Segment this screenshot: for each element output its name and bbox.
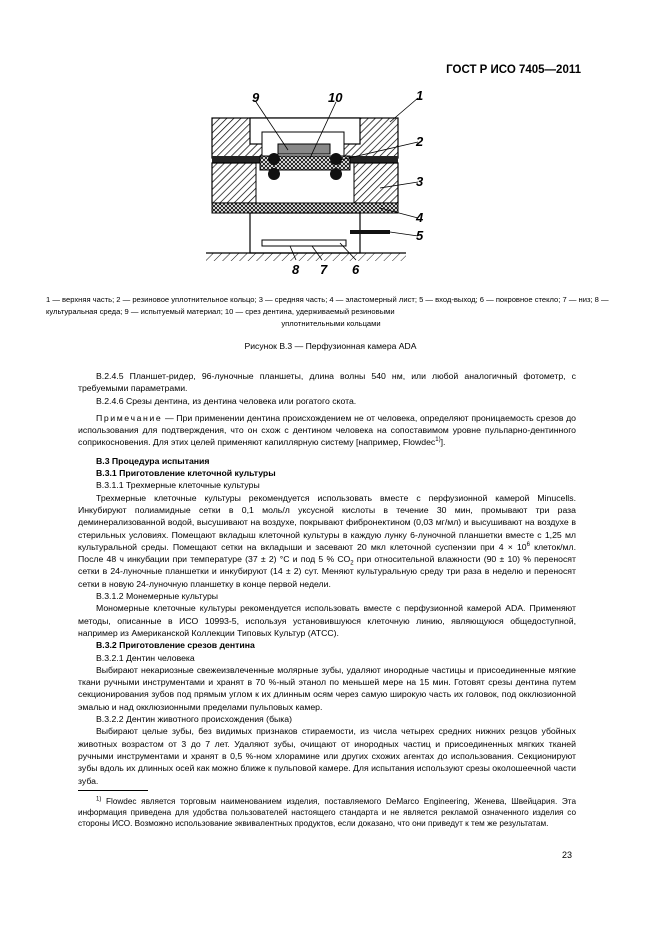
para-3d-cultures: Трехмерные клеточные культуры рекомендуется использовать вместе с перфузионной камерой Minucells. Инкубируют полиамидные сетки в 0,1 моль/л уксусной кислоты в течение 30 мин, промывают три раза деминерализованной водой, высушивают на воздухе, покрывают фибронектином (0,03 мг/мл) и высушивают на воздухе в стерильных условиях. Помещают вкладыш клеточной культуры в каждую лунку 6-луночной планшетки вместе с 1,25 мл культуральной среды. Помещают сетки на вкладыши и засевают 20 мкл клеточной суспензии при $4 \times 10^6$ клеток/мл. После 48 ч инкубации при температуре (37 ± 2) °С и под 5 % $СО_2$ при относительной влажности (90 ± 10) % переносят сетки в 24-луночные планшетки и инкубируют (14 ± 2) сут. Меняют культуральную среду три раза в неделю и переносят сетки в новую 24-луночную планшетку в конце первой недели. xyxy=(78,492,576,589)
heading-b321: В.3.2.1 Дентин человека xyxy=(96,652,195,663)
o-ring-left-upper xyxy=(268,153,280,165)
para-b246: В.2.4.6 Срезы дентина, из дентина человека или рогатого скота. xyxy=(96,395,357,406)
note-para: Примечание — При применении дентина происхождением не от человека, определяют проницаемость срезов до использования для подтверждения, что он схож с дентином человека на сопоставимом уровне пульпарно-дентинного соприкосновения. Для этих целей применяют капиллярную систему [например, Flowdec$^{1)}$]. xyxy=(78,412,576,448)
footnote-divider xyxy=(78,790,148,791)
label-8: 8 xyxy=(292,262,300,277)
figure-title: Рисунок В.3 — Перфузионная камера ADA xyxy=(244,341,417,351)
label-7: 7 xyxy=(320,262,328,277)
para-b245: В.2.4.5 Планшет-ридер, 96-луночные планшеты, длина волны 540 нм, или любой аналогичный фотометр, с требуемыми параметрами. xyxy=(78,371,576,394)
heading-b312: В.3.1.2 Монемерные культуры xyxy=(96,591,219,602)
main-text xyxy=(78,370,576,787)
para-mono-cultures: Мономерные клеточные культуры рекомендуется использовать вместе с перфузионной камерой ADA. Применяют методы, описанные в ИСО 10993-5, используя установившуюся клеточную линию, являющуюся общедоступной, например из Американской Коллекции Типовых Культур (АТСС). xyxy=(78,603,576,638)
test-material xyxy=(278,144,330,154)
footnote-mark: 1) xyxy=(96,796,102,803)
cover-glass xyxy=(262,240,346,246)
heading-b311: В.3.1.1 Трехмерные клеточные культуры xyxy=(96,480,260,491)
o-ring-right-lower xyxy=(330,168,342,180)
heading-b3: В.3 Процедура испытания xyxy=(96,455,210,466)
heading-b31: В.3.1 Приготовление клеточной культуры xyxy=(96,468,276,479)
para-human-dentin: Выбирают некариозные свежеизвлеченные молярные зубы, удаляют инородные частицы и присоединенные мягкие ткани ручными инструментами и хранят в 70 %-ный этанол по меньшей мере на 15 мин. Готовят срезы дентина путем секционирования зубов под прямым углом к их длинным осям через самую широкую часть их головок, под окклюзионной эмалью и над окклюзионными пределами пульповых камер. xyxy=(78,664,576,712)
figure-legend: 1 — верхняя часть; 2 — резиновое уплотнительное кольцо; 3 — средняя часть; 4 — эластомерный лист; 5 — вход-выход; 6 — покровное стекло; 7 — низ; 8 — культуральная среда; 9 — испытуемый материал; 10 — срез дентина, удерживаемый резиновыми xyxy=(46,295,609,316)
label-5: 5 xyxy=(416,228,424,243)
para-animal-dentin: Выбирают целые зубы, без видимых признаков стираемости, из числа четырех средних нижних резцов убойных животных возрастом от 3 до 7 лет. Удаляют зубы, очищают от инородных частиц и присоединенных мягких тканей ручными инструментами и хранят в 0,5 %-ном хлорамине или других схожих агентах до использования. Секционируют зубы вдоль их длинных осей как можно ближе к пульповой камере. Для испытания используют срезы околошеечной части зуба. xyxy=(78,726,576,786)
footnote: $^{1)}$ Flowdec является торговым наименованием изделия, поставляемого DeMarco Engineering, Женева, Швейцария. Эта информация приведена для удобства пользователей настоящего стандарта и не является рекламой означенного изделия со стороны ИСО. Возможно использование эквивалентных продуктов, если доказано, что они приведут к тем же результатам. xyxy=(78,796,576,829)
perfusion-chamber-diagram xyxy=(200,88,440,278)
inlet-outlet xyxy=(350,230,390,234)
label-1: 1 xyxy=(416,88,424,103)
label-2: 2 xyxy=(416,134,424,149)
o-ring-left-lower xyxy=(268,168,280,180)
figure-legend-cont: уплотнительными кольцами xyxy=(281,319,381,328)
heading-b32: В.3.2 Приготовление срезов дентина xyxy=(96,640,255,651)
document-header: ГОСТ Р ИСО 7405—2011 xyxy=(446,64,581,76)
label-4: 4 xyxy=(416,210,424,225)
heading-b322: В.3.2.2 Дентин животного происхождения (быка) xyxy=(96,714,293,725)
o-ring-right-upper xyxy=(330,153,342,165)
label-10: 10 xyxy=(328,90,343,105)
label-6: 6 xyxy=(352,262,360,277)
page-number: 23 xyxy=(562,850,573,860)
label-3: 3 xyxy=(416,174,424,189)
label-9: 9 xyxy=(252,90,260,105)
